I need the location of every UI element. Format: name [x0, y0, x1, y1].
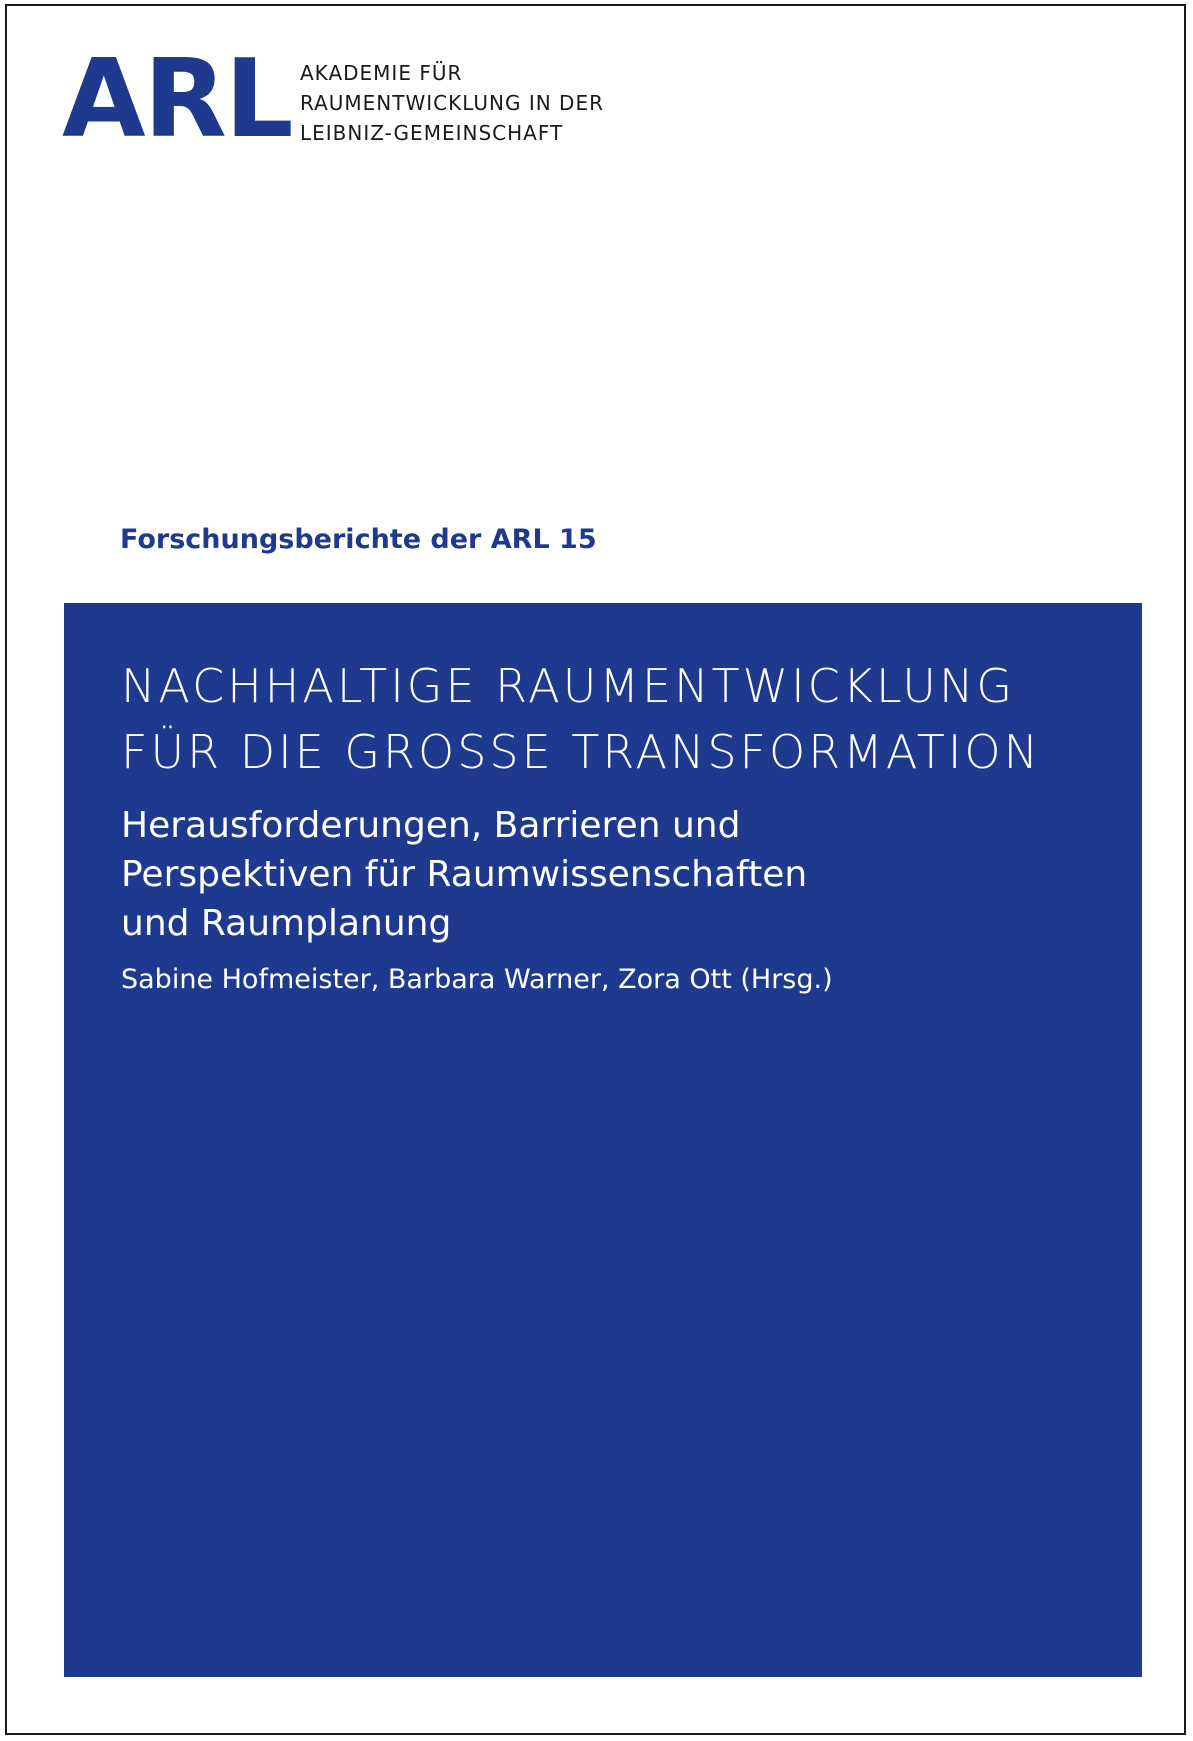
academy-name-line: RAUMENTWICKLUNG IN DER: [300, 91, 604, 115]
book-subtitle-line: Herausforderungen, Barrieren und: [121, 805, 741, 846]
book-title: [121, 653, 1041, 785]
series-title: Forschungsberichte der ARL 15: [120, 524, 597, 555]
academy-name-line: AKADEMIE FÜR: [300, 61, 463, 85]
book-subtitle-line: Perspektiven für Raumwissenschaften: [121, 854, 808, 895]
book-title-line: FÜR DIE GROSSE TRANSFORMATION: [121, 725, 1042, 779]
academy-name-line: LEIBNIZ-GEMEINSCHAFT: [300, 121, 564, 145]
book-title-line: NACHHALTIGE RAUMENTWICKLUNG: [121, 659, 1016, 713]
book-subtitle: [121, 801, 807, 948]
editors: Sabine Hofmeister, Barbara Warner, Zora Ott (Hrsg.): [121, 964, 833, 995]
academy-name: [300, 58, 604, 148]
book-subtitle-line: und Raumplanung: [121, 903, 452, 944]
arl-logo: ARL: [62, 37, 292, 162]
title-panel: [64, 603, 1142, 1677]
